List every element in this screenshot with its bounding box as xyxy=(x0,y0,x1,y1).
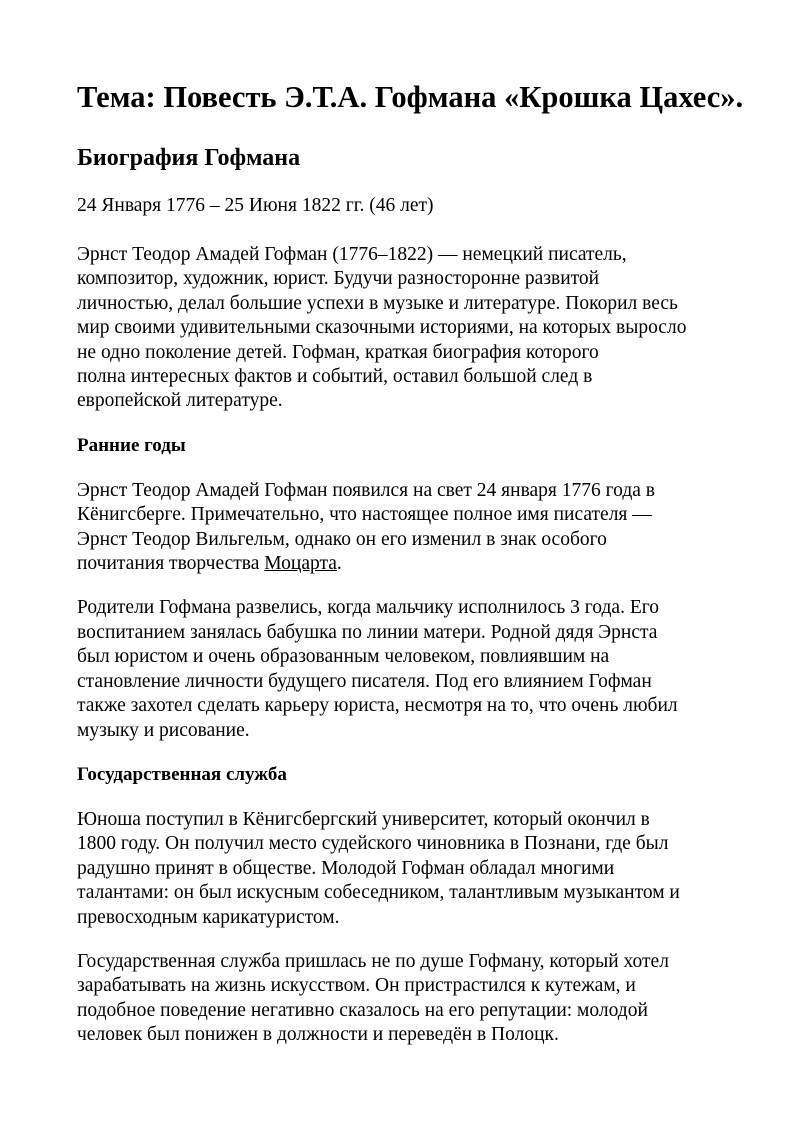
paragraph-line: человек был понижен в должности и переведён в Полоцк. xyxy=(77,1024,559,1046)
state-service-heading: Государственная служба xyxy=(77,763,287,785)
paragraph-line: Эрнст Теодор Амадей Гофман появился на свет 24 января 1776 года в xyxy=(77,479,656,501)
paragraph-line: Государственная служба пришлась не по душе Гофману, который хотел xyxy=(77,950,669,972)
paragraph-line: музыку и рисование. xyxy=(77,719,250,741)
document-title: Тема: Повесть Э.Т.А. Гофмана «Крошка Цахес». xyxy=(77,80,744,114)
paragraph-line: Эрнст Теодор Амадей Гофман (1776–1822) — немецкий писатель, xyxy=(77,244,627,265)
state-service-paragraph-2 xyxy=(77,950,760,1048)
paragraph-line: становление личности будущего писателя. Под его влиянием Гофман xyxy=(77,670,652,692)
paragraph-line: талантами: он был искусным собеседником, талантливым музыкантом и xyxy=(77,882,680,904)
paragraph-line-with-link xyxy=(77,552,760,576)
paragraph-line: полна интересных фактов и событий, оставил большой след в xyxy=(77,366,593,388)
paragraph-line: радушно принят в обществе. Молодой Гофман обладал многими xyxy=(77,857,615,879)
paragraph-line: подобное поведение негативно сказалось на его репутации: молодой xyxy=(77,999,648,1021)
paragraph-line: воспитанием занялась бабушка по линии матери. Родной дядя Эрнста xyxy=(77,621,658,643)
paragraph-line: не одно поколение детей. Гофман, краткая биография которого xyxy=(77,341,599,363)
paragraph-line: личностью, делал большие успехи в музыке и литературе. Покорил весь xyxy=(77,292,678,314)
paragraph-line: европейской литературе. xyxy=(77,390,283,412)
paragraph-line: превосходным карикатуристом. xyxy=(77,906,340,928)
line-suffix: . xyxy=(336,553,342,575)
early-years-paragraph-1 xyxy=(77,479,760,577)
life-dates: 24 Января 1776 – 25 Июня 1822 гг. (46 лет) xyxy=(77,195,434,216)
paragraph-line: Родители Гофмана развелись, когда мальчику исполнилось 3 года. Его xyxy=(77,597,660,619)
biography-heading: Биография Гофмана xyxy=(77,145,301,171)
paragraph-line: мир своими удивительными сказочными историями, на которых выросло xyxy=(77,317,687,339)
paragraph-line: 1800 году. Он получил место судейского чиновника в Познани, где был xyxy=(77,833,669,855)
paragraph-line: композитор, художник, юрист. Будучи разносторонне развитой xyxy=(77,268,600,290)
early-years-heading: Ранние годы xyxy=(77,434,186,456)
paragraph-line: был юристом и очень образованным человеком, повлиявшим на xyxy=(77,646,610,668)
paragraph-line: Эрнст Теодор Вильгельм, однако он его изменил в знак особого xyxy=(77,528,607,550)
state-service-paragraph-1 xyxy=(77,808,760,930)
paragraph-line: Кёнигсберге. Примечательно, что настоящее полное имя писателя — xyxy=(77,504,652,526)
intro-paragraph xyxy=(77,243,760,414)
mozart-link[interactable]: Моцарта xyxy=(264,553,337,575)
paragraph-line: зарабатывать на жизнь искусством. Он пристрастился к кутежам, и xyxy=(77,975,636,997)
line-prefix: почитания творчества xyxy=(77,553,265,575)
paragraph-line: также захотел сделать карьеру юриста, несмотря на то, что очень любил xyxy=(77,695,678,717)
paragraph-line: Юноша поступил в Кёнигсбергский университет, который окончил в xyxy=(77,808,650,830)
early-years-paragraph-2 xyxy=(77,596,760,742)
